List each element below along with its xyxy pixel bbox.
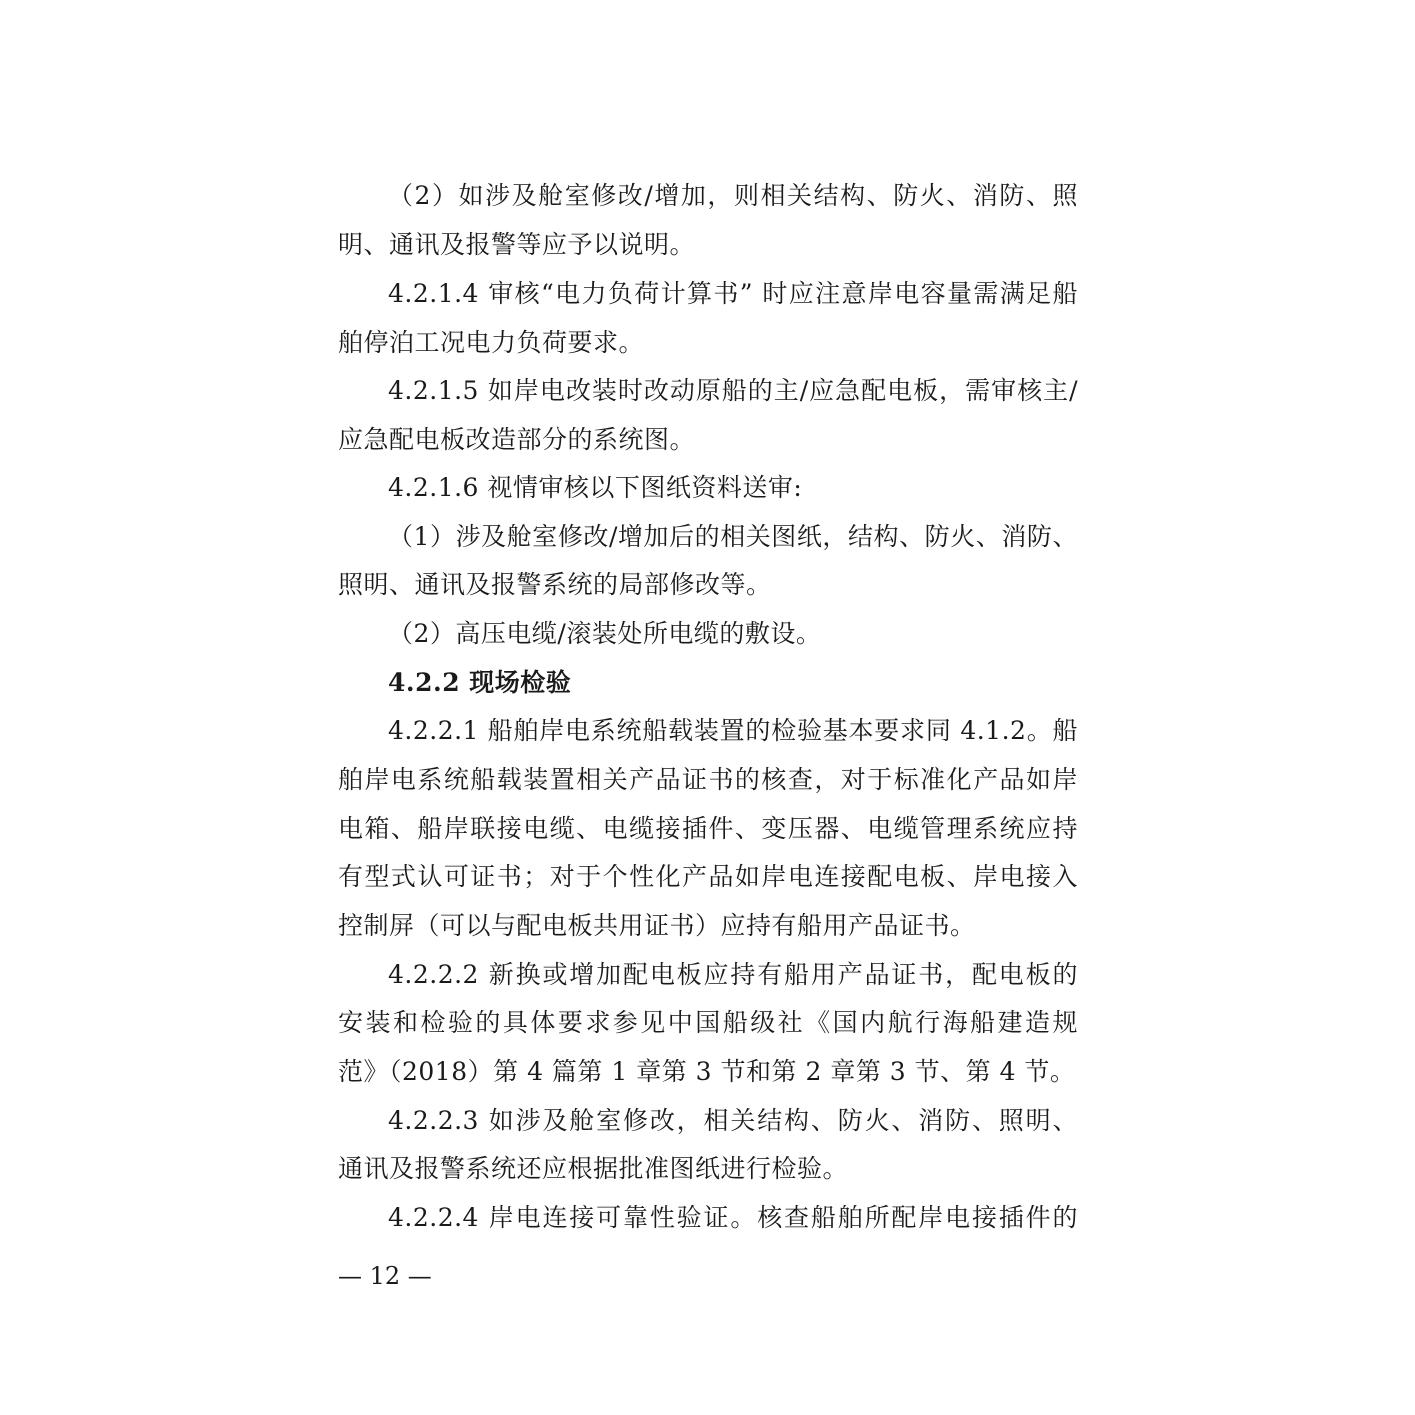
paragraph-line: 电箱、船岸联接电缆、电缆接插件、变压器、电缆管理系统应持 [338, 814, 1078, 843]
paragraph-line: 安装和检验的具体要求参见中国船级社《国内航行海船建造规 [338, 1008, 1078, 1037]
section-4-2-2-1-line: 4.2.2.1 船舶岸电系统船载装置的检验基本要求同 4.1.2。船 [388, 716, 1078, 745]
paragraph-line: 控制屏（可以与配电板共用证书）应持有船用产品证书。 [338, 911, 976, 940]
paragraph-line: 照明、通讯及报警系统的局部修改等。 [338, 570, 772, 599]
paragraph-line: 应急配电板改造部分的系统图。 [338, 425, 696, 454]
page-number: — 12 — [338, 1262, 432, 1290]
paragraph-line: （2）如涉及舱室修改/增加，则相关结构、防火、消防、照 [388, 181, 1078, 210]
paragraph-line: 舶岸电系统船载装置相关产品证书的核查，对于标准化产品如岸 [338, 765, 1078, 794]
section-4-2-2-3-line: 4.2.2.3 如涉及舱室修改，相关结构、防火、消防、照明、 [388, 1106, 1078, 1135]
paragraph-line: 通讯及报警系统还应根据批准图纸进行检验。 [338, 1154, 849, 1183]
section-4-2-1-6-line: 4.2.1.6 视情审核以下图纸资料送审: [388, 473, 803, 502]
section-4-2-1-5-line: 4.2.1.5 如岸电改装时改动原船的主/应急配电板，需审核主/ [388, 376, 1078, 405]
section-heading-4-2-2: 4.2.2 现场检验 [388, 668, 572, 697]
section-4-2-2-4-line: 4.2.2.4 岸电连接可靠性验证。核查船舶所配岸电接插件的 [388, 1203, 1078, 1232]
paragraph-line: 舶停泊工况电力负荷要求。 [338, 328, 645, 357]
paragraph-line: 有型式认可证书；对于个性化产品如岸电连接配电板、岸电接入 [338, 862, 1078, 891]
paragraph-line: 范》（2018）第 4 篇第 1 章第 3 节和第 2 章第 3 节、第 4 节。 [338, 1057, 1076, 1086]
section-4-2-2-2-line: 4.2.2.2 新换或增加配电板应持有船用产品证书，配电板的 [388, 960, 1078, 989]
section-4-2-1-4-line: 4.2.1.4 审核“电力负荷计算书” 时应注意岸电容量需满足船 [388, 279, 1078, 308]
list-item-line: （1）涉及舱室修改/增加后的相关图纸，结构、防火、消防、 [388, 522, 1078, 551]
list-item-line: （2）高压电缆/滚装处所电缆的敷设。 [388, 619, 822, 648]
paragraph-line: 明、通讯及报警等应予以说明。 [338, 230, 696, 259]
